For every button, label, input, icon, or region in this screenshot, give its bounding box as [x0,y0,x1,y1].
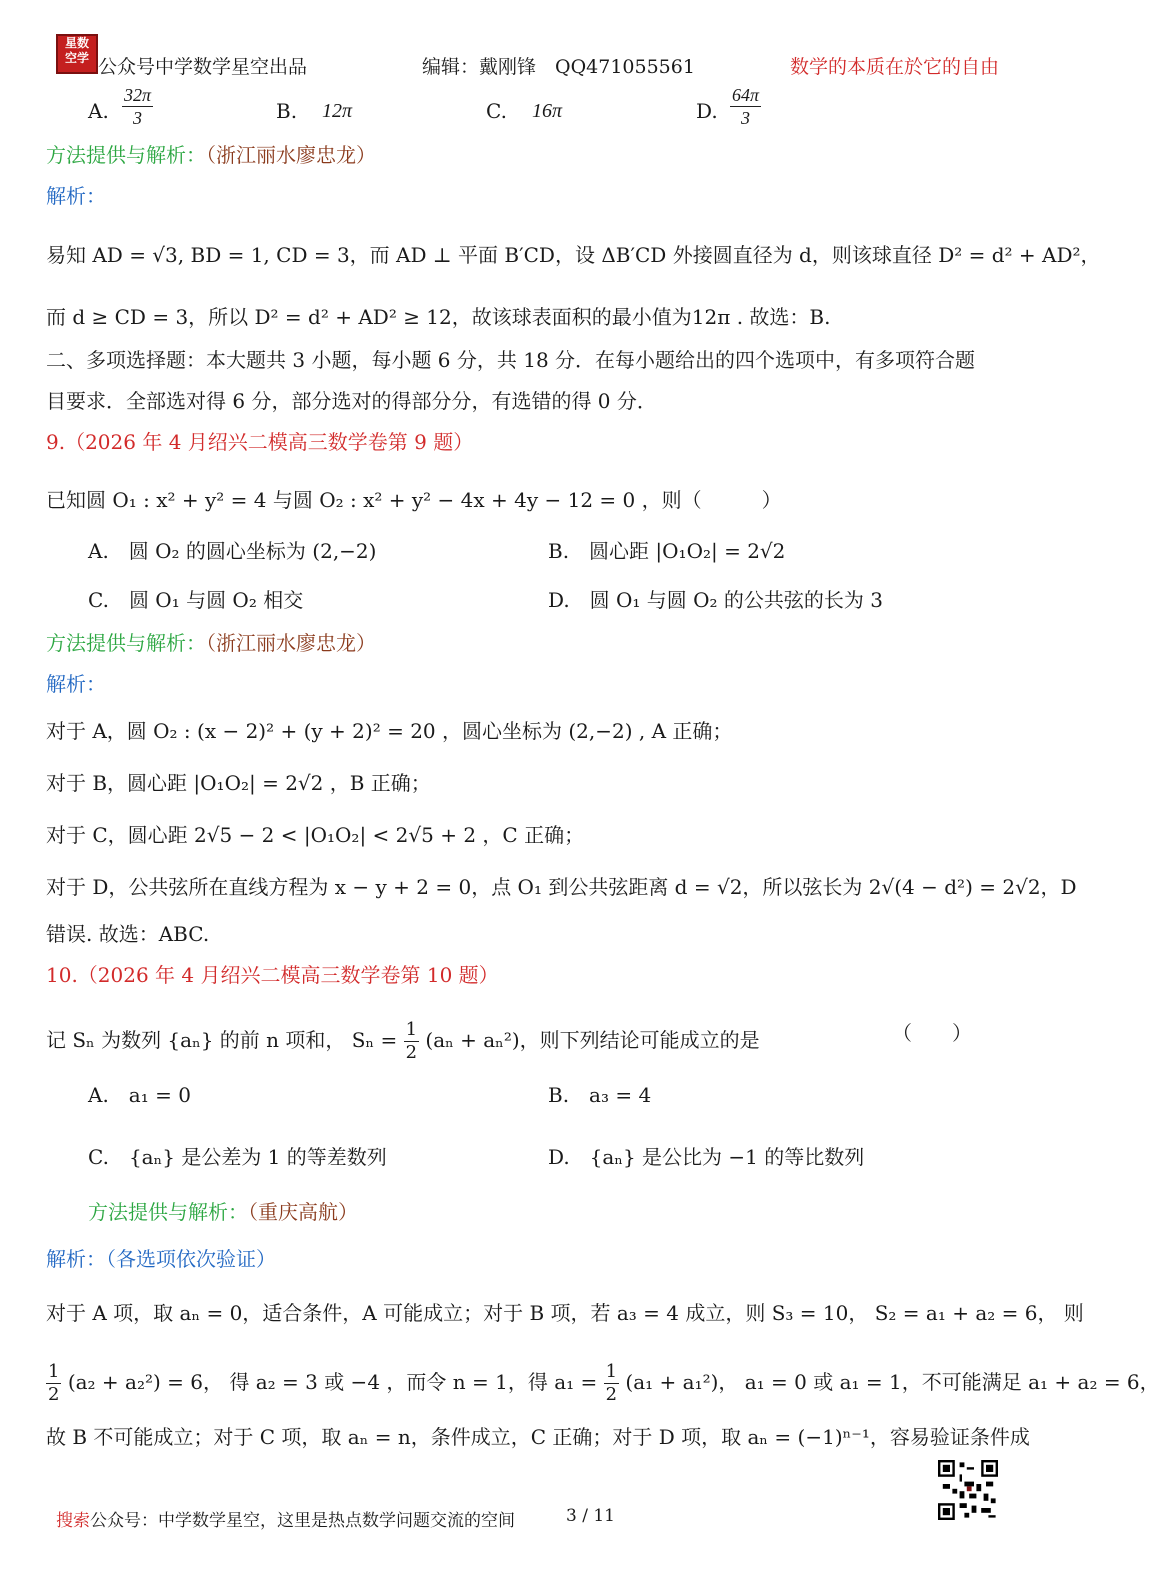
page-number: 3 / 11 [566,1506,615,1526]
q9-analysis-b: 对于 B，圆心距 |O₁O₂| = 2√2 ，B 正确； [46,771,431,795]
q9-analysis-conclusion: 错误. 故选：ABC. [46,922,210,946]
q8-option-a-label: A. [88,99,109,123]
q8-option-b-label: B. [276,99,298,123]
qr-code-icon [938,1460,998,1520]
q10-option-d: D. {aₙ} 是公比为 −1 的等比数列 [548,1145,865,1169]
q10-analysis-line-2: $\frac{1}{2}$ (a₂ + a₂²) = 6， 得 a₂ = 3 或 −4 ，而令 n = 1，得 a₁ = $\frac{1}{2}$ (a₁ + a₁²)， a₁ = 0 或 a₁ = 1，不可能满足 a₁ + a₂ = 6， [48,1361,1160,1405]
q9-title: 9.（2026 年 4 月绍兴二模高三数学卷第 9 题） [46,430,474,454]
header-right: 数学的本质在於它的自由 [790,56,1000,78]
q9-stem: 已知圆 O₁ : x² + y² = 4 与圆 O₂ : x² + y² − 4x + 4y − 12 = 0 ，则（ ） [46,488,782,512]
q8-analysis-line-2: 而 d ≥ CD = 3，所以 D² = d² + AD² ≥ 12，故该球表面积的最小值为12π . 故选：B. [46,305,831,329]
q9-analysis-d: 对于 D，公共弦所在直线方程为 x − y + 2 = 0，点 O₁ 到公共弦距离 d = √2，所以弦长为 2√(4 − d²) = 2√2，D [46,875,1077,899]
q9-option-a: A. 圆 O₂ 的圆心坐标为 (2,−2) [88,539,377,563]
footer-text: 搜索公众号：中学数学星空，这里是热点数学问题交流的空间 [56,1511,515,1531]
q10-method: 方法提供与解析：（重庆高航） [88,1200,358,1224]
q10-option-c: C. {aₙ} 是公差为 1 的等差数列 [88,1145,387,1169]
q9-analysis-a: 对于 A，圆 O₂ : (x − 2)² + (y + 2)² = 20 ，圆心坐标为 (2,−2) , A 正确； [46,719,733,743]
q9-option-d: D. 圆 O₁ 与圆 O₂ 的公共弦的长为 3 [548,588,884,612]
q10-title: 10.（2026 年 4 月绍兴二模高三数学卷第 10 题） [46,963,499,987]
q9-analysis-label: 解析： [46,672,106,696]
brand-logo: 星数 空学 [56,34,98,74]
q8-option-c-value: 16π [532,100,563,122]
q10-analysis-label: 解析：（各选项依次验证） [46,1247,276,1271]
header-middle: 编辑：戴刚锋 QQ471055561 [422,56,695,78]
q8-analysis-label: 解析： [46,184,106,208]
q8-option-b-value: 12π [322,100,353,122]
q9-method: 方法提供与解析：（浙江丽水廖忠龙） [46,631,376,655]
q10-option-b: B. a₃ = 4 [548,1083,652,1107]
q10-analysis-line-1: 对于 A 项，取 aₙ = 0，适合条件，A 可能成立；对于 B 项，若 a₃ = 4 成立，则 S₃ = 10， S₂ = a₁ + a₂ = 6， 则 [46,1301,1084,1325]
q8-option-d-label: D. [696,99,718,123]
q8-option-d-value: $\frac{64\pi}{3}$ [732,85,760,128]
q10-analysis-line-3: 故 B 不可能成立；对于 C 项，取 aₙ = n，条件成立，C 正确；对于 D 项，取 aₙ = (−1)ⁿ⁻¹，容易验证条件成 [46,1425,1030,1449]
q8-analysis-line-1: 易知 AD = √3, BD = 1, CD = 3，而 AD ⊥ 平面 B′CD，设 ΔB′CD 外接圆直径为 d，则该球直径 D² = d² + AD²， [46,243,1101,267]
q9-option-c: C. 圆 O₁ 与圆 O₂ 相交 [88,588,304,612]
header-left: 公众号中学数学星空出品 [98,56,308,78]
q10-option-a: A. a₁ = 0 [88,1083,191,1107]
q8-method: 方法提供与解析：（浙江丽水廖忠龙） [46,143,376,167]
section2-line-1: 二、多项选择题：本大题共 3 小题，每小题 6 分，共 18 分．在每小题给出的四个选项中，有多项符合题 [46,348,976,372]
q10-stem: 记 Sₙ 为数列 {aₙ} 的前 n 项和， Sₙ = $\frac{1}{2}$ (aₙ + aₙ²)，则下列结论可能成立的是 [46,1019,760,1063]
q9-analysis-c: 对于 C，圆心距 2√5 − 2 < |O₁O₂| < 2√5 + 2 ，C 正确； [46,823,585,847]
q8-option-a-value: $\frac{32\pi}{3}$ [124,85,152,128]
section2-line-2: 目要求．全部选对得 6 分，部分选对的得部分分，有选错的得 0 分． [46,389,657,413]
q9-option-b: B. 圆心距 |O₁O₂| = 2√2 [548,539,786,563]
q8-option-c-label: C. [486,99,507,123]
q10-answer-paren: （ ） [892,1021,972,1045]
